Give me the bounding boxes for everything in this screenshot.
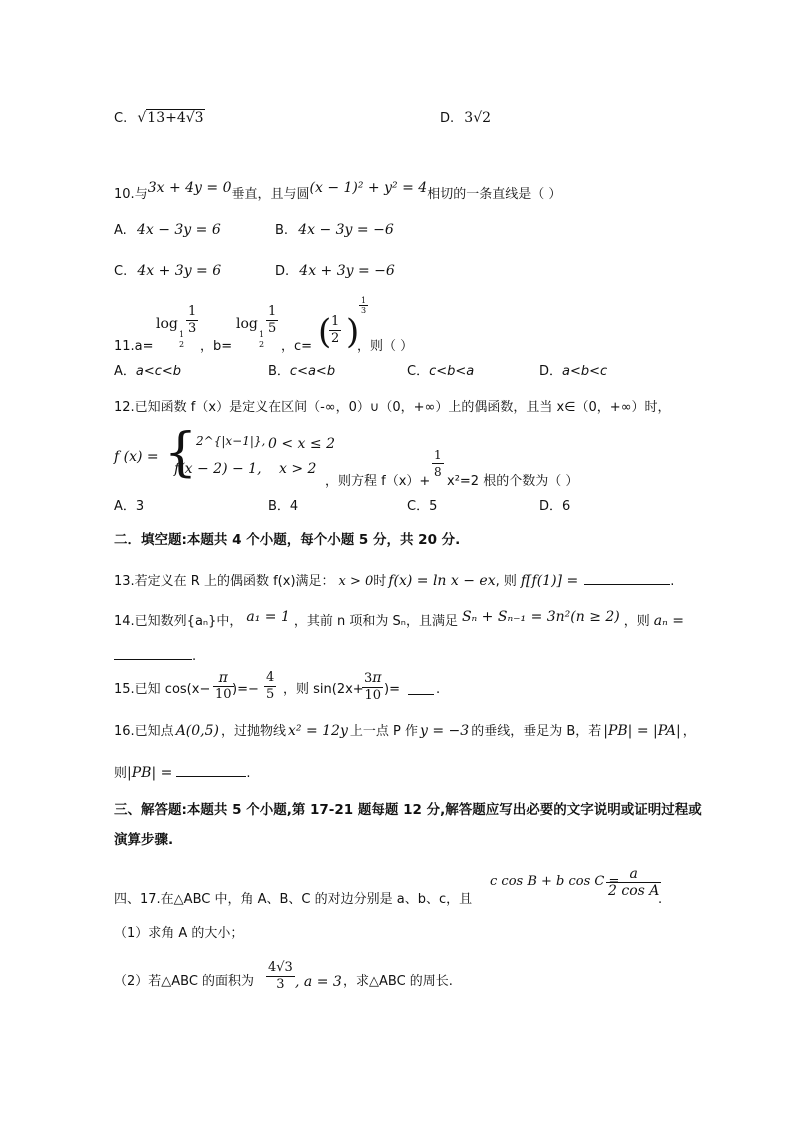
option-label: D.	[440, 111, 455, 126]
fraction-4-5: $\frac{4}{5}$	[266, 670, 275, 702]
question-text: 与	[134, 187, 148, 202]
question-text: ，求△ABC 的周长.	[343, 974, 453, 989]
question-14	[114, 611, 684, 632]
punctuation: .	[192, 649, 197, 664]
question-14-answer-line	[114, 645, 196, 667]
answer-blank[interactable]	[176, 762, 246, 777]
option-label: D.	[275, 264, 290, 279]
fraction-denominator: 3	[276, 977, 285, 992]
option-math: a<c<b	[135, 364, 182, 379]
option-math: 3√2	[464, 110, 492, 126]
question-12-stem: 12.已知函数 f（x）是定义在区间（-∞，0）∪（0，+∞）上的偶函数，且当 x∈（0，+∞）时，	[114, 400, 671, 415]
question-text: x²=2 根的个数为（ ）	[447, 474, 579, 489]
relation-math: Sₙ + Sₙ₋₁ = 3n²(n ≥ 2)	[461, 609, 620, 625]
question-text: 11.a=	[114, 339, 154, 354]
question-text: 则	[114, 766, 128, 781]
point-math: A(0,5)	[175, 723, 219, 739]
line-equation: 3x + 4y = 0	[147, 180, 232, 196]
option-math: 4x + 3y = 6	[137, 263, 222, 279]
option-label: B．	[268, 364, 290, 379]
option-math: c<b<a	[429, 364, 475, 379]
question-13	[114, 570, 674, 592]
question-text: 15.已知 cos(x−	[114, 682, 211, 697]
q10-option-d	[275, 261, 395, 282]
answer-blank[interactable]	[584, 570, 670, 585]
question-text: ，c=	[281, 339, 313, 354]
function-math: f(x) = ln x − ex	[388, 573, 496, 589]
option-value: 5	[429, 499, 438, 514]
option-math: 4x + 3y = −6	[299, 263, 395, 279]
question-text: 垂直，且与圆	[231, 187, 310, 202]
punctuation: .	[658, 892, 663, 907]
question-text: )=−	[232, 682, 259, 697]
answer-blank[interactable]	[114, 645, 192, 660]
fraction-pi-10: $\frac{\pi}{10}$	[215, 670, 232, 702]
option-label: D．	[539, 364, 563, 379]
option-math: 4x − 3y = −6	[298, 222, 394, 238]
option-label: C.	[114, 111, 128, 126]
question-text: )=	[384, 682, 400, 697]
q10-option-b	[275, 220, 394, 241]
question-text: 时	[373, 574, 387, 589]
piece-1-expr: 2^{|x−1|},	[196, 434, 266, 448]
fraction-numerator: a	[606, 866, 661, 883]
question-text: 上一点 P 作	[349, 724, 418, 739]
question-text: ，b=	[200, 339, 233, 354]
piece-1-cond: 0 < x ≤ 2	[268, 436, 335, 452]
q9-option-d	[440, 108, 491, 129]
question-number: 10.	[114, 187, 135, 202]
question-text: ，过抛物线	[221, 724, 287, 739]
option-label: A．	[114, 499, 136, 514]
question-16	[114, 721, 696, 742]
q12-option-c	[407, 497, 437, 517]
side-math: , a = 3	[295, 974, 342, 990]
option-label: A.	[114, 223, 127, 238]
question-text: 14.已知数列{aₙ}中，	[114, 614, 243, 629]
ask-math: |PB| =	[127, 765, 173, 781]
question-text: 相切的一条直线是（ ）	[427, 187, 562, 202]
circle-equation: (x − 1)² + y² = 4	[309, 180, 428, 196]
option-value: 4	[289, 499, 299, 514]
equation-left: c cos B + b cos C =	[490, 874, 620, 889]
option-label: C.	[114, 264, 128, 279]
option-value: 3	[135, 499, 145, 514]
piece-2-cond: x > 2	[279, 461, 317, 477]
question-text: 四、17.在△ABC 中，角 A、B、C 的对边分别是 a、b、c，且	[114, 892, 473, 907]
q10-option-c	[114, 261, 221, 282]
option-math: c<a<b	[289, 364, 336, 379]
q11-option-b	[268, 362, 335, 382]
punctuation: .	[670, 574, 675, 589]
q10-option-a	[114, 220, 221, 241]
sqrt-expression: √13+4√3	[137, 110, 204, 126]
question-text: 的垂线，垂足为 B，若	[471, 724, 602, 739]
function-name: f (x) =	[114, 449, 159, 465]
fraction-denominator: 2 cos A	[608, 883, 660, 899]
question-16-answer-line	[114, 762, 250, 784]
question-text: ，则方程 f（x）+	[325, 474, 431, 489]
section-3-heading: 三、解答题:本题共 5 个小题,第 17-21 题每题 12 分,解答题应写出必要的文字说明或证明过程或	[114, 802, 702, 818]
fraction-3pi-10: $\frac{3\pi}{10}$	[364, 670, 382, 703]
q11-option-d	[539, 362, 607, 382]
question-text: 13.若定义在 R 上的偶函数 f(x)满足：	[114, 574, 335, 589]
option-math: 4x − 3y = 6	[136, 222, 221, 238]
answer-blank[interactable]	[408, 680, 434, 695]
fraction-1-8: $\frac{1}{8}$	[434, 448, 442, 479]
q9-option-c	[114, 108, 205, 129]
question-text: , 则	[495, 574, 517, 589]
question-text: ，则（ ）	[357, 339, 414, 354]
condition-math: x > 0	[338, 574, 374, 589]
ask-math: aₙ =	[653, 613, 684, 629]
question-text: ，则	[623, 614, 650, 629]
q12-option-b	[268, 497, 298, 517]
question-10	[114, 180, 562, 205]
q11-option-c	[407, 362, 474, 382]
parabola-math: x² = 12y	[288, 723, 348, 739]
punctuation: .	[246, 766, 251, 781]
question-text: 16.已知点	[114, 724, 174, 739]
option-math: a<b<c	[562, 364, 608, 379]
q12-option-d	[539, 497, 570, 517]
line-math: y = −3	[420, 723, 470, 739]
question-text: （2）若△ABC 的面积为	[114, 974, 255, 989]
section-3-heading-cont: 演算步骤.	[114, 832, 174, 848]
a1-math: a₁ = 1	[246, 609, 290, 625]
piece-2-expr: f(x − 2) − 1,	[174, 461, 262, 477]
section-2-heading: 二．填空题:本题共 4 个小题，每个小题 5 分，共 20 分.	[114, 532, 461, 548]
q12-option-a	[114, 497, 144, 517]
option-label: C．	[407, 364, 430, 379]
q11-option-a	[114, 362, 181, 382]
fraction-numerator: 4√3	[268, 960, 293, 975]
option-label: D．	[539, 499, 563, 514]
condition-math: |PB| = |PA|	[603, 723, 681, 739]
option-label: B.	[275, 223, 289, 238]
q17-part-1: （1）求角 A 的大小；	[114, 926, 244, 941]
question-text: ，则 sin(2x+	[283, 682, 364, 697]
equation-fraction	[606, 866, 661, 899]
ask-math: f[f(1)] =	[520, 573, 579, 589]
brace: {	[164, 423, 198, 483]
question-text: ，其前 n 项和为 Sₙ，且满足	[293, 614, 458, 629]
area-fraction	[266, 960, 295, 993]
punctuation: ，	[682, 724, 696, 739]
option-label: B．	[268, 499, 290, 514]
option-value: 6	[562, 499, 571, 514]
option-label: C．	[407, 499, 430, 514]
option-label: A．	[114, 364, 136, 379]
punctuation: .	[436, 682, 441, 697]
